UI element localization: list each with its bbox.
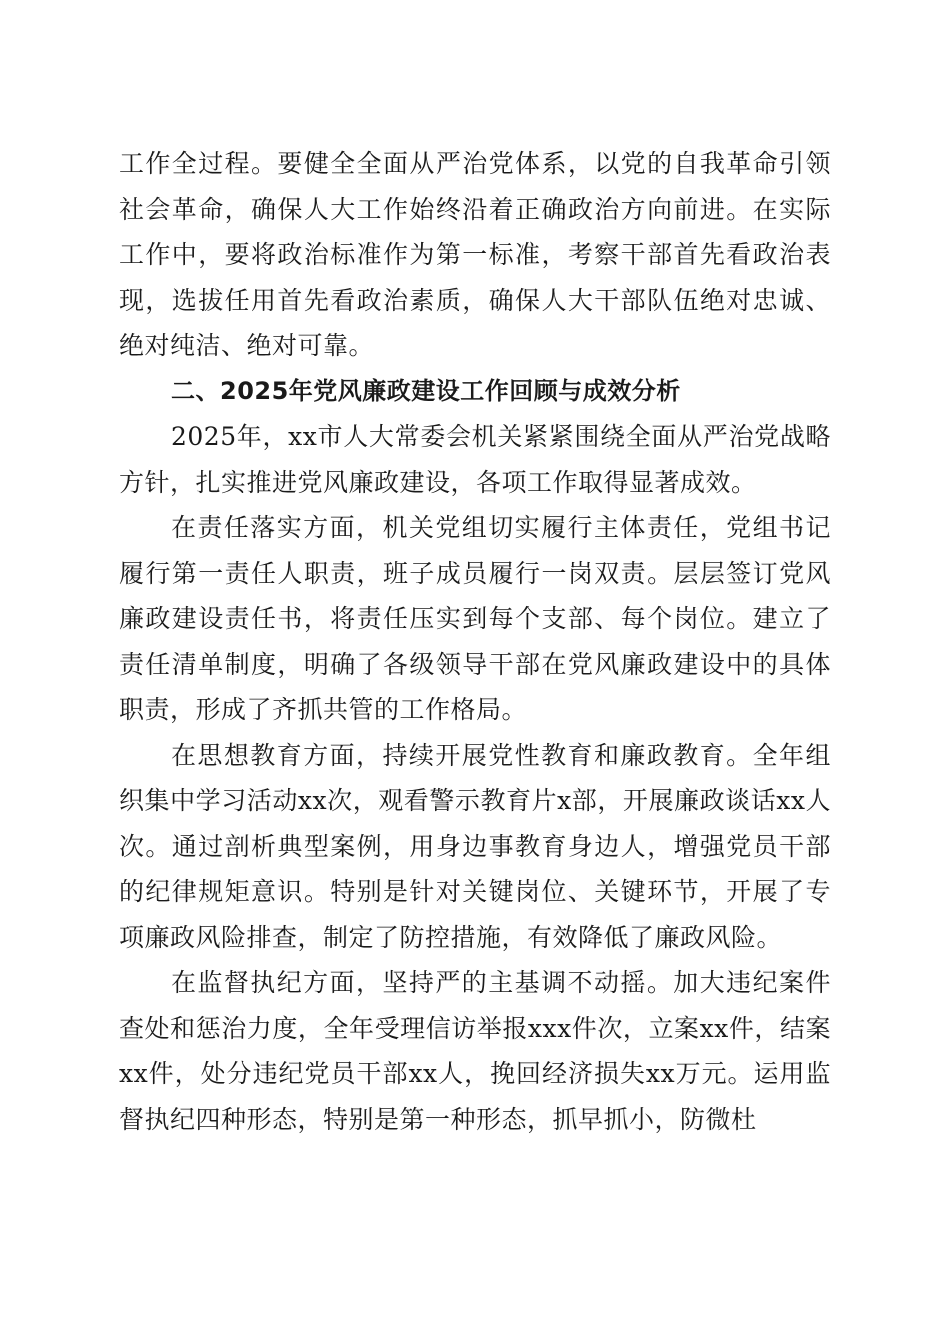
section-heading: 二、2025年党风廉政建设工作回顾与成效分析	[171, 376, 681, 405]
paragraph-responsibility: 在责任落实方面，机关党组切实履行主体责任，党组书记履行第一责任人职责，班子成员履行一岗双责。层层签订党风廉政建设责任书，将责任压实到每个支部、每个岗位。建立了责任清单制度，明确了各级领导干部在党风廉政建设中的具体职责，形成了齐抓共管的工作格局。	[119, 513, 831, 724]
paragraph-overview: 2025年，xx市人大常委会机关紧紧围绕全面从严治党战略方针，扎实推进党风廉政建设，各项工作取得显著成效。	[119, 422, 831, 497]
paragraph-supervision: 在监督执纪方面，坚持严的主基调不动摇。加大违纪案件查处和惩治力度，全年受理信访举报xxx件次，立案xx件，结案xx件，处分违纪党员干部xx人，挽回经济损失xx万元。运用监督执纪四种形态，特别是第一种形态，抓早抓小，防微杜	[119, 968, 831, 1134]
paragraph-continuation: 工作全过程。要健全全面从严治党体系，以党的自我革命引领社会革命，确保人大工作始终沿着正确政治方向前进。在实际工作中，要将政治标准作为第一标准，考察干部首先看政治表现，选拔任用首先看政治素质，确保人大干部队伍绝对忠诚、绝对纯洁、绝对可靠。	[119, 149, 831, 360]
document-body	[119, 141, 831, 1142]
paragraph-education: 在思想教育方面，持续开展党性教育和廉政教育。全年组织集中学习活动xx次，观看警示教育片x部，开展廉政谈话xx人次。通过剖析典型案例，用身边事教育身边人，增强党员干部的纪律规矩意识。特别是针对关键岗位、关键环节，开展了专项廉政风险排查，制定了防控措施，有效降低了廉政风险。	[119, 740, 831, 952]
